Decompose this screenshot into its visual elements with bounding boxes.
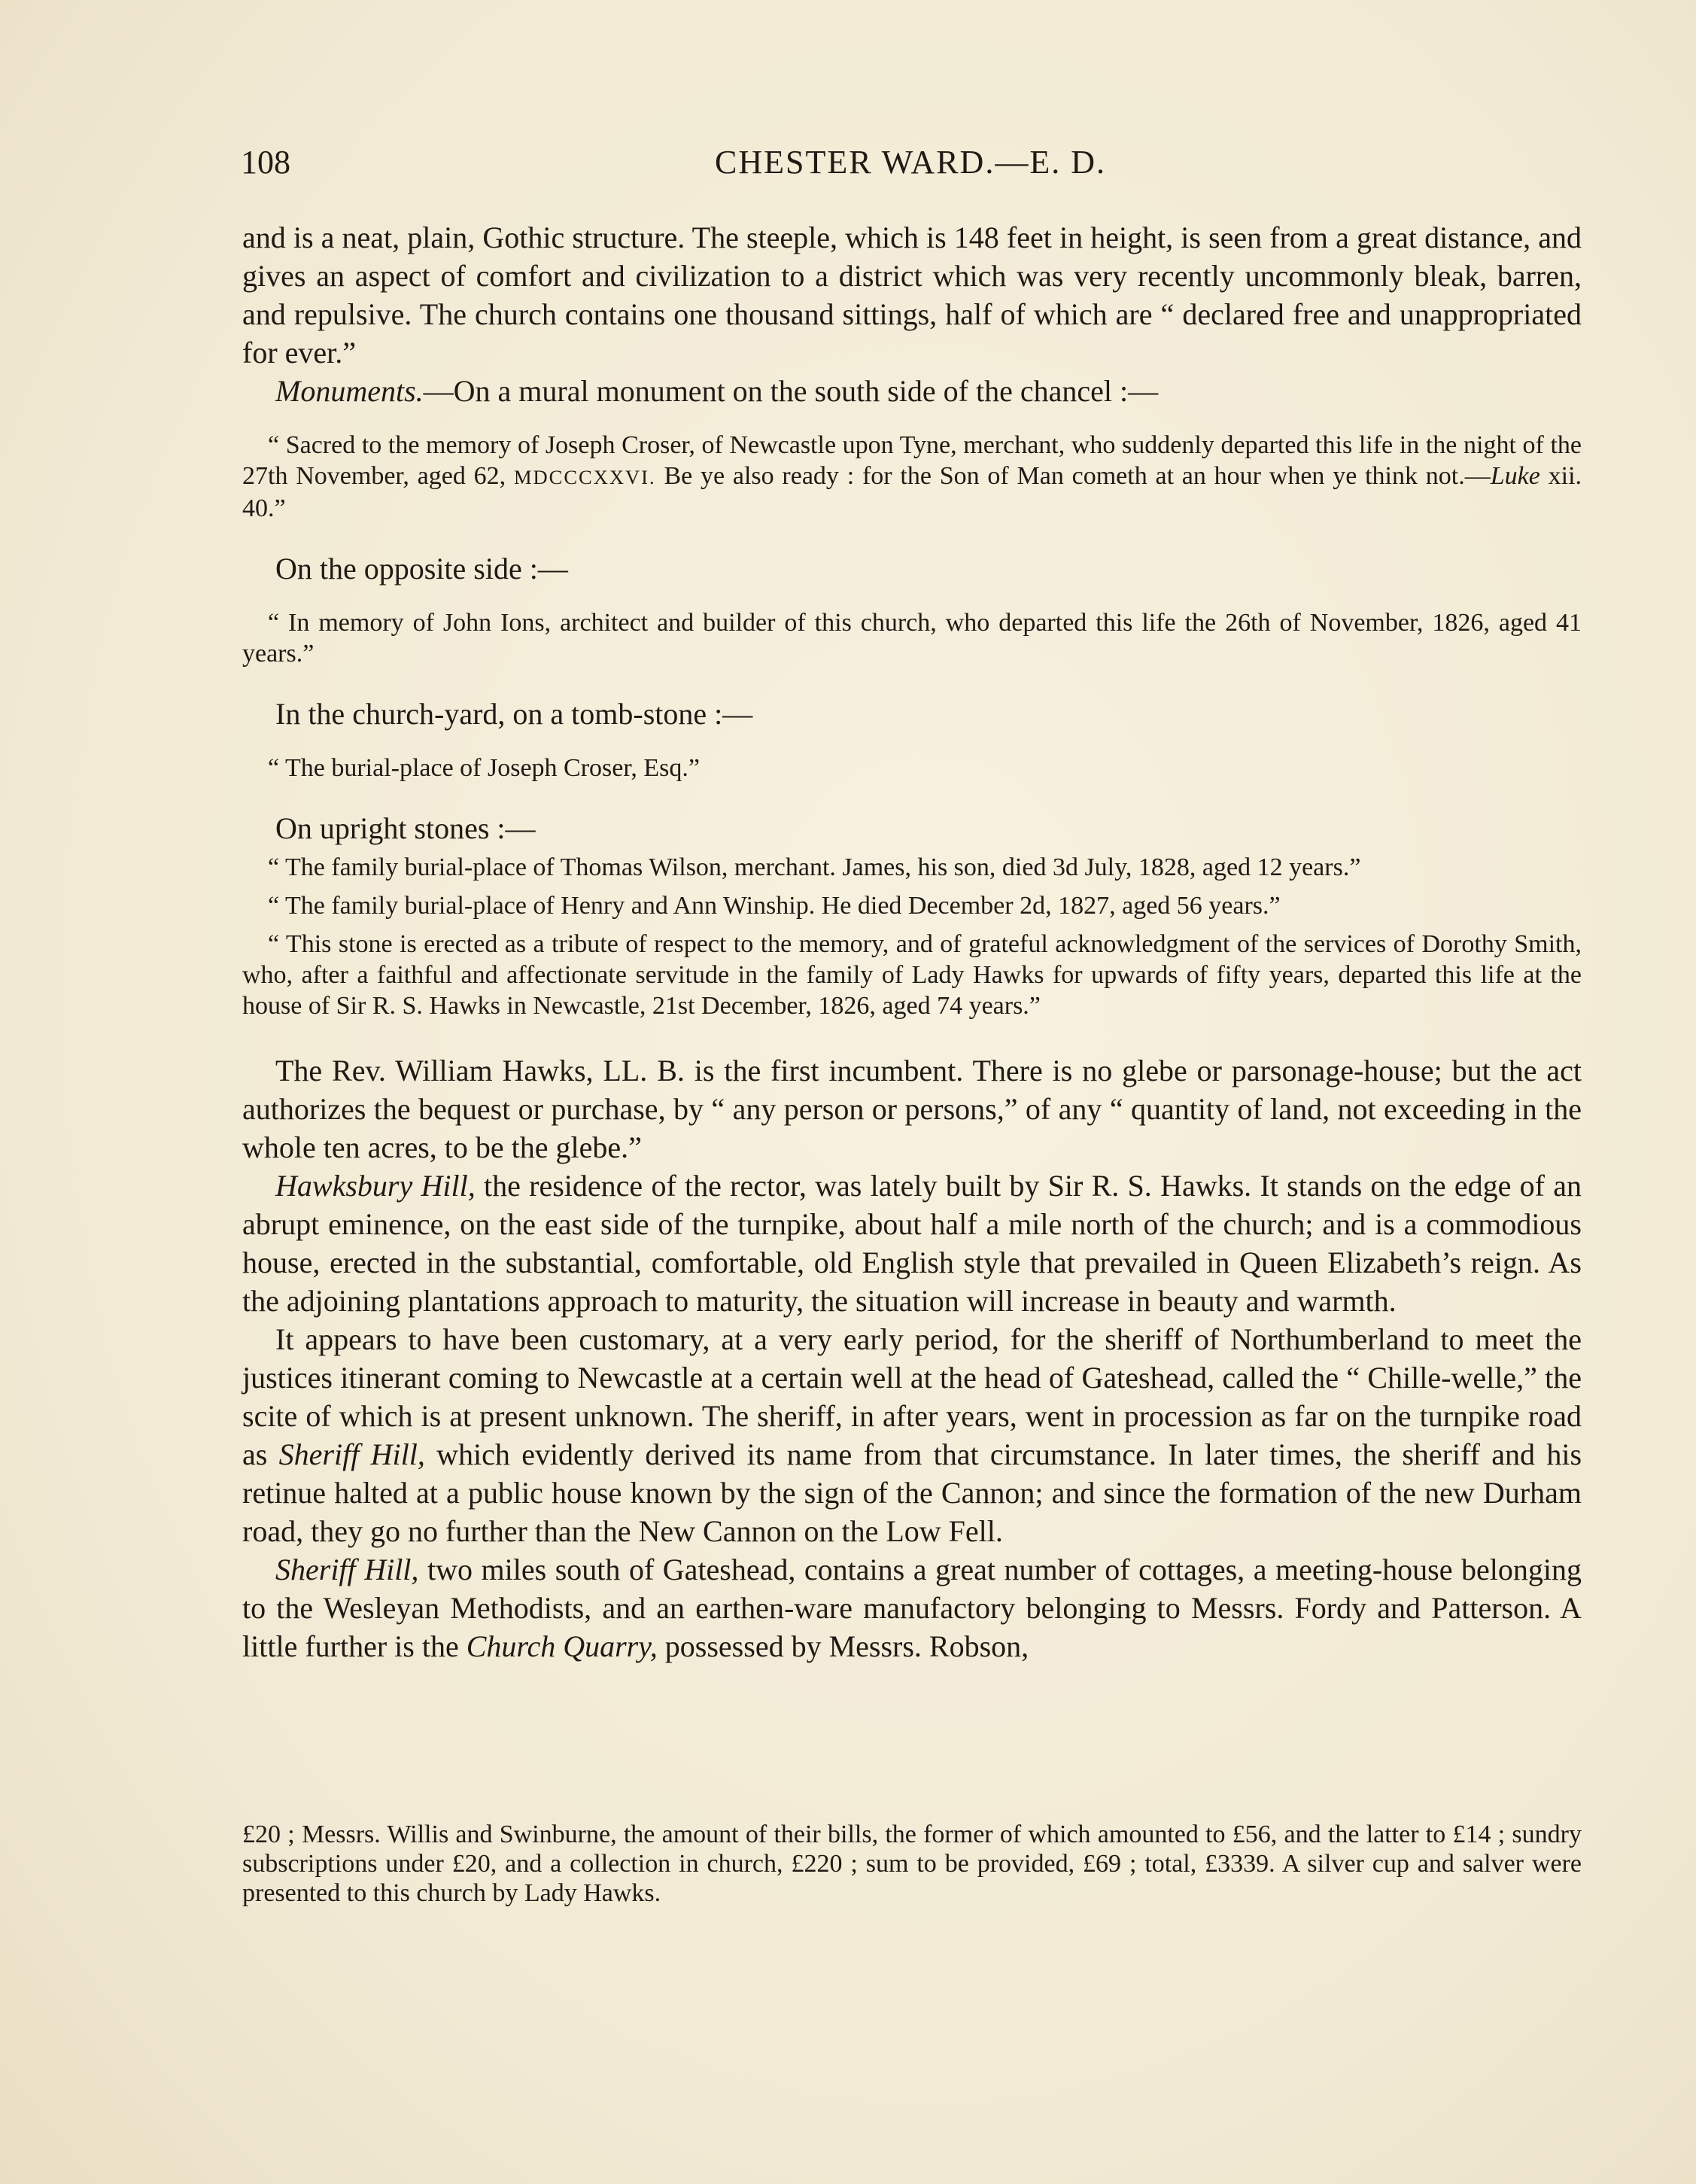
paragraph-monuments — [242, 372, 1582, 410]
scripture-reference: Luke — [1490, 462, 1540, 490]
paragraph-church-description: and is a neat, plain, Gothic structure. The steeple, which is 148 feet in height, is seen from a great distance, and gives an aspect of comfort and civilization to a district which was very recently uncommonly bleak, barren, and repulsive. The church contains one thousand sittings, half of which are “ declared free and unappropriated for ever.” — [242, 221, 1582, 370]
paragraph-sheriff-custom: It appears to have been customary, at a very early period, for the sheriff of Northumberland to meet the justices itinerant coming to Newcastle at a certain well at the head of Gateshead, called the “ Chille-welle,” the scite of which is at present unknown. The sheriff, in after years, went in procession as far on the turnpike road as Sheriff Hill, which evidently derived its name from that circumstance. In later times, the sheriff and his retinue halted at a public house known by the sign of the Cannon; and since the formation of the new Durham road, they go no further than the New Cannon on the Low Fell. — [242, 1322, 1582, 1548]
roman-numeral-date: MDCCCXXVI. — [513, 466, 656, 488]
church-quarry-name: Church Quarry, — [466, 1629, 658, 1663]
paragraph-incumbent: The Rev. William Hawks, LL. B. is the first incumbent. There is no glebe or parsonage-house; but the act authorizes the bequest or purchase, by “ any person or persons,” of any “ quantity of land, not exceeding in the whole ten acres, to be the glebe.” — [242, 1054, 1582, 1164]
paragraph-sheriff-hill: Sheriff Hill, two miles south of Gateshead, contains a great number of cottages, a meeting-house belonging to the Wesleyan Methodists, and an earthen-ware manufactory belonging to Messrs. Fordy and Patterson. A little further is the Church Quarry, possessed by Messrs. Robson, — [242, 1553, 1582, 1663]
inscription-wilson: “ The family burial-place of Thomas Wilson, merchant. James, his son, died 3d July, 1828, aged 12 years.” — [268, 853, 1361, 881]
footnote-text: £20 ; Messrs. Willis and Swinburne, the amount of their bills, the former of which amounted to £56, and the latter to £14 ; sundry subscriptions under £20, and a collection in church, £220 ; sum to be provided, £69 ; total, £3339. A silver cup and salver were presented to this church by Lady Hawks. — [242, 1821, 1582, 1907]
intro-church-yard: In the church-yard, on a tomb-stone :— — [275, 697, 753, 731]
running-title: CHESTER WARD.—E. D. — [715, 144, 1106, 181]
inscription-smith: “ This stone is erected as a tribute of respect to the memory, and of grateful acknowledgment of the services of Dorothy Smith, who, after a faithful and affectionate servitude in the family of Lady Hawks for upwards of fifty years, departed this life at the house of Sir R. S. Hawks in Newcastle, 21st December, 1826, aged 74 years.” — [242, 930, 1582, 1020]
footnote — [242, 1820, 1582, 1908]
monuments-heading: Monuments. — [275, 374, 424, 408]
hawksbury-hill-heading: Hawksbury Hill, — [275, 1169, 476, 1203]
paragraph-hawksbury-hill: Hawksbury Hill, the residence of the rector, was lately built by Sir R. S. Hawks. It stands on the edge of an abrupt eminence, on the east side of the turnpike, about half a mile north of the church; and is a commodious house, erected in the substantial, comfortable, old English style that prevailed in Queen Elizabeth’s reign. As the adjoining plantations approach to maturity, the situation will increase in beauty and warmth. — [242, 1169, 1582, 1318]
intro-upright-stones: On upright stones :— — [275, 811, 536, 845]
monuments-intro: —On a mural monument on the south side of the chancel :— — [423, 374, 1159, 408]
inscription-winship: “ The family burial-place of Henry and Ann Winship. He died December 2d, 1827, aged 56 years.” — [268, 892, 1281, 920]
intro-opposite-side: On the opposite side :— — [275, 552, 568, 586]
inscription-ions: “ In memory of John Ions, architect and builder of this church, who departed this life the 26th of November, 1826, aged 41 years.” — [242, 609, 1582, 668]
inscription-croser: “ Sacred to the memory of Joseph Croser, of Newcastle upon Tyne, merchant, who suddenly departed this life in the night of the 27th November, aged 62, MDCCCXXVI. Be ye also ready : for the Son of Man cometh at an hour when ye think not.—Luke xii. 40.” — [242, 431, 1582, 522]
main-text — [242, 218, 1582, 1665]
page-number: 108 — [241, 144, 290, 181]
inscription-croser-burial: “ The burial-place of Joseph Croser, Esq.” — [268, 754, 700, 782]
sheriff-hill-heading: Sheriff Hill, — [275, 1553, 419, 1586]
sheriff-hill-name: Sheriff Hill, — [278, 1437, 425, 1471]
page-header — [241, 143, 1580, 196]
